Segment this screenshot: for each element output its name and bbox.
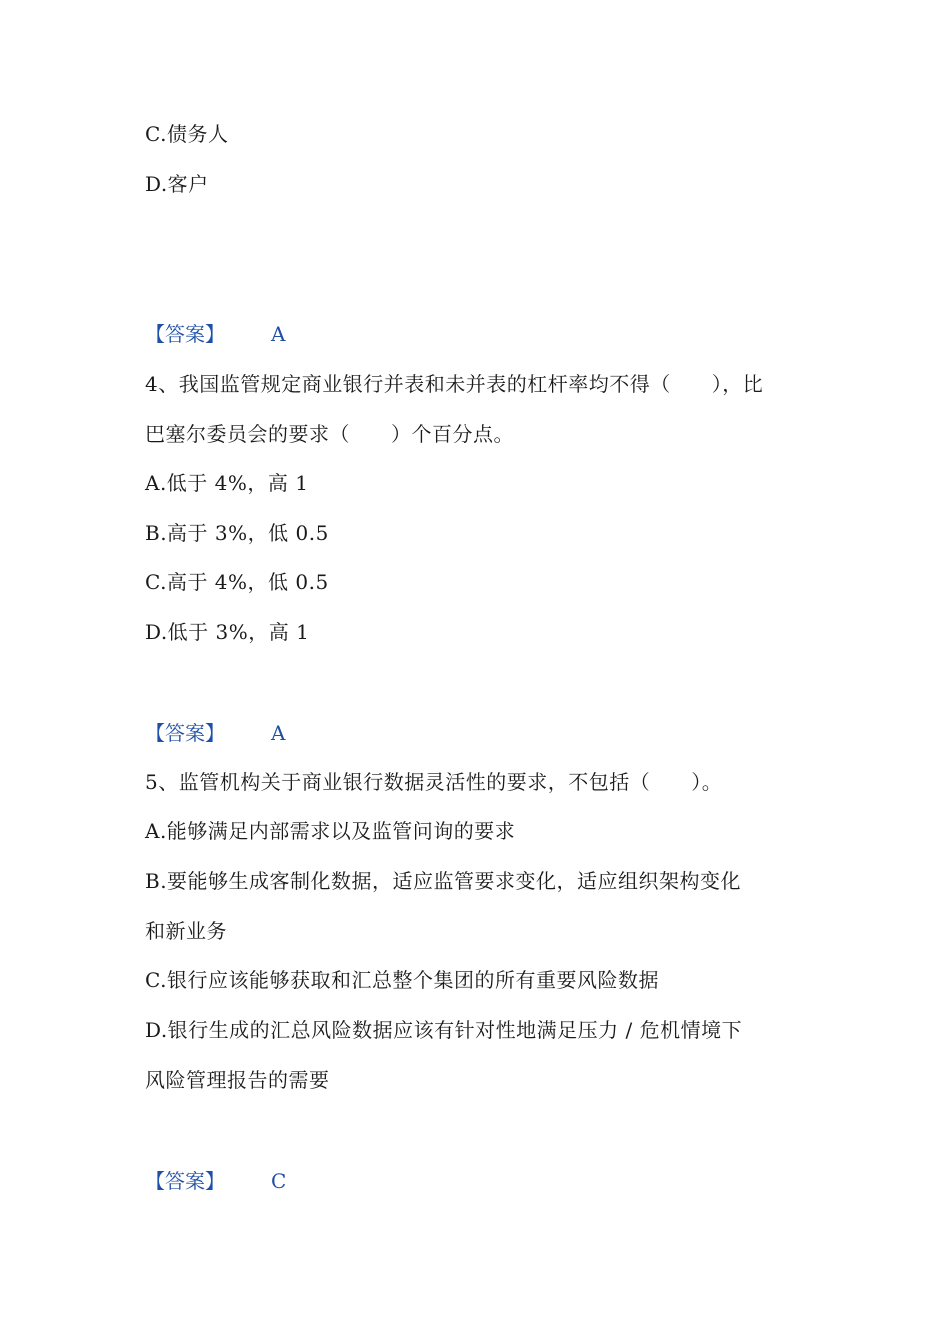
q4-answer-label: 【答案】	[145, 721, 225, 745]
q3-option-b: C.债务人	[145, 122, 229, 146]
q4-option-c: C.高于 4%，低 0.5	[145, 570, 329, 594]
q3-answer	[145, 320, 285, 348]
q5-stem: 5、监管机构关于商业银行数据灵活性的要求，不包括（ ）。	[145, 770, 723, 794]
q4-option-a: A.低于 4%，高 1	[145, 471, 309, 495]
q4-answer-value: A	[271, 721, 286, 745]
q5-answer-value: C	[271, 1169, 287, 1193]
q4-stem-line2: 巴塞尔委员会的要求（ ）个百分点。	[145, 422, 514, 446]
q4-option-b: B.高于 3%，低 0.5	[145, 521, 329, 545]
q4-option-d: D.低于 3%，高 1	[145, 620, 310, 644]
q5-option-d-line2: 风险管理报告的需要	[145, 1068, 330, 1092]
q5-answer-label: 【答案】	[145, 1169, 225, 1193]
q5-option-d-line1: D.银行生成的汇总风险数据应该有针对性地满足压力 / 危机情境下	[145, 1018, 743, 1042]
q5-answer	[145, 1167, 286, 1195]
q5-option-b-line1: B.要能够生成客制化数据，适应监管要求变化，适应组织架构变化	[145, 869, 742, 893]
q4-answer	[145, 719, 285, 747]
q3-option-c: D.客户	[145, 172, 209, 196]
q5-option-a: A.能够满足内部需求以及监管问询的要求	[145, 819, 516, 843]
q3-answer-value: A	[271, 322, 286, 346]
q4-stem-line1: 4、我国监管规定商业银行并表和未并表的杠杆率均不得（ ），比	[145, 372, 764, 396]
q5-option-b-line2: 和新业务	[145, 919, 227, 943]
q3-answer-label: 【答案】	[145, 322, 225, 346]
q5-option-c: C.银行应该能够获取和汇总整个集团的所有重要风险数据	[145, 968, 659, 992]
